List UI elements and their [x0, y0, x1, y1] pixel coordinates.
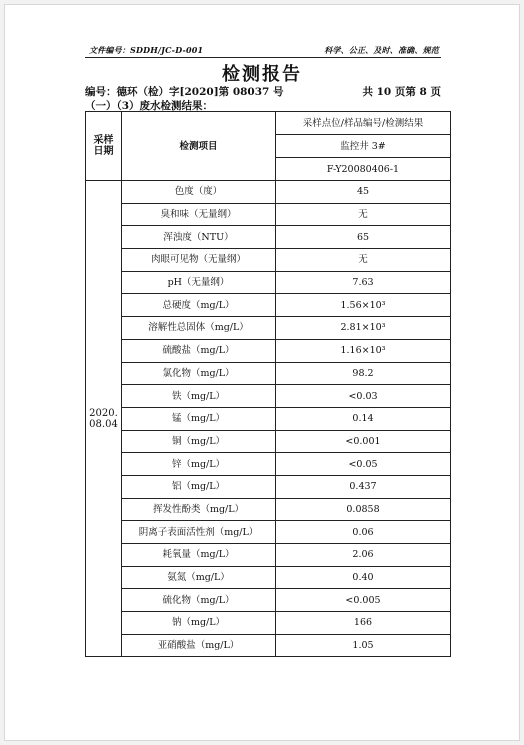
table-row — [86, 498, 451, 521]
item-cell: 锰（mg/L） — [122, 407, 276, 430]
item-cell: 总硬度（mg/L） — [122, 294, 276, 317]
table-row — [86, 521, 451, 544]
item-cell: 色度（度） — [122, 181, 276, 204]
table-row — [86, 249, 451, 272]
col-result-group-header: 采样点位/样品编号/检测结果 — [276, 112, 451, 135]
value-cell: 0.437 — [276, 475, 451, 498]
item-cell: 挥发性酚类（mg/L） — [122, 498, 276, 521]
motto: 科学、公正、及时、准确、规范 — [324, 45, 439, 55]
item-cell: 肉眼可见物（无量纲） — [122, 249, 276, 272]
value-cell: 1.56×10³ — [276, 294, 451, 317]
report-page — [4, 4, 520, 741]
item-cell: 铜（mg/L） — [122, 430, 276, 453]
value-cell: 1.16×10³ — [276, 339, 451, 362]
table-row — [86, 362, 451, 385]
item-cell: 臭和味（无量纲） — [122, 203, 276, 226]
item-cell: 浑浊度（NTU） — [122, 226, 276, 249]
table-row — [86, 271, 451, 294]
value-cell: 7.63 — [276, 271, 451, 294]
item-cell: 锌（mg/L） — [122, 453, 276, 476]
item-cell: 钠（mg/L） — [122, 612, 276, 635]
table-row — [86, 181, 451, 204]
table-row — [86, 589, 451, 612]
item-cell: 溶解性总固体（mg/L） — [122, 317, 276, 340]
sample-date: 2020. 08.04 — [86, 181, 122, 657]
value-cell: 0.40 — [276, 566, 451, 589]
item-cell: 阴离子表面活性剂（mg/L） — [122, 521, 276, 544]
table-row — [86, 339, 451, 362]
report-title: 检测报告 — [222, 64, 302, 85]
sample-id: F-Y20080406-1 — [276, 158, 451, 181]
col-item-header: 检测项目 — [122, 112, 276, 181]
table-row — [86, 453, 451, 476]
table-row — [86, 203, 451, 226]
value-cell: 无 — [276, 249, 451, 272]
table-row — [86, 475, 451, 498]
item-cell: 氨氮（mg/L） — [122, 566, 276, 589]
table-row — [86, 407, 451, 430]
value-cell: 0.14 — [276, 407, 451, 430]
value-cell: <0.03 — [276, 385, 451, 408]
table-row — [86, 612, 451, 635]
value-cell: 98.2 — [276, 362, 451, 385]
value-cell: 2.81×10³ — [276, 317, 451, 340]
value-cell: 45 — [276, 181, 451, 204]
doc-number: 编号：德环（检）字[2020]第 08037 号 — [85, 86, 284, 98]
value-cell: <0.001 — [276, 430, 451, 453]
col-date-header: 采样 日期 — [86, 112, 122, 181]
item-cell: 氯化物（mg/L） — [122, 362, 276, 385]
table-row — [86, 385, 451, 408]
value-cell: 65 — [276, 226, 451, 249]
item-cell: 硫酸盐（mg/L） — [122, 339, 276, 362]
sample-point: 监控井 3# — [276, 135, 451, 158]
section-heading: （一）（3）废水检测结果： — [85, 100, 214, 112]
item-cell: 耗氧量（mg/L） — [122, 544, 276, 567]
value-cell: <0.005 — [276, 589, 451, 612]
table-row — [86, 566, 451, 589]
item-cell: 亚硝酸盐（mg/L） — [122, 634, 276, 657]
table-row — [86, 226, 451, 249]
table-row — [86, 294, 451, 317]
value-cell: 0.0858 — [276, 498, 451, 521]
item-cell: 硫化物（mg/L） — [122, 589, 276, 612]
value-cell: 0.06 — [276, 521, 451, 544]
item-cell: 铁（mg/L） — [122, 385, 276, 408]
page-info: 共 10 页第 8 页 — [362, 86, 441, 98]
table-row — [86, 634, 451, 657]
item-cell: pH（无量纲） — [122, 271, 276, 294]
header-rule — [85, 57, 441, 58]
header-row — [86, 112, 451, 135]
table-row — [86, 544, 451, 567]
table-row — [86, 317, 451, 340]
form-code: 文件编号：SDDH/JC-D-001 — [89, 45, 204, 55]
value-cell: 无 — [276, 203, 451, 226]
value-cell: 2.06 — [276, 544, 451, 567]
value-cell: <0.05 — [276, 453, 451, 476]
value-cell: 166 — [276, 612, 451, 635]
item-cell: 铝（mg/L） — [122, 475, 276, 498]
value-cell: 1.05 — [276, 634, 451, 657]
results-table — [85, 111, 451, 657]
table-row — [86, 430, 451, 453]
